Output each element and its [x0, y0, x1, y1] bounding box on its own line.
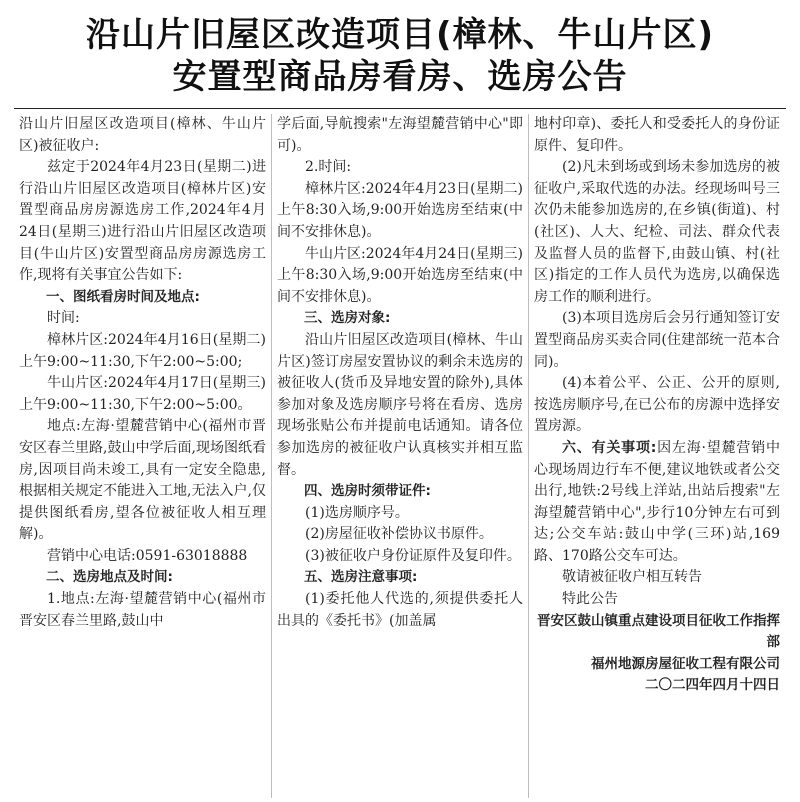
notice-closing: 特此公告: [562, 591, 618, 608]
section-6-paragraph: [534, 438, 780, 568]
note-1: (1)委托他人代选的,须提供委托人出具的《委托书》(加盖属: [277, 591, 523, 629]
section-4-heading: 四、选房时须带证件:: [304, 483, 431, 500]
column-1: [14, 114, 271, 798]
headline-line-1: 沿山片旧屋区改造项目(樟林、牛山片区): [85, 15, 715, 55]
issuer-org-1: 晋安区鼓山镇重点建设项目征收工作指挥部: [537, 612, 780, 651]
section-5-heading: 五、选房注意事项:: [304, 569, 418, 586]
selection-place-continued: 学后面,导航搜索"左海望麓营销中心"即可)。: [277, 116, 523, 154]
required-doc-3: (3)被征收户身份证原件及复印件。: [305, 547, 521, 564]
intro-paragraph: 兹定于2024年4月23日(星期二)进行沿山片旧屋区改造项目(樟林片区)安置型商品房房源选房工作,2024年4月24日(星期三)进行沿山片旧屋区改造项目(牛山片区)安置型商品房房源选房工作,现将有关事宜公告如下:: [19, 159, 266, 284]
selection-time-niushan: 牛山片区:2024年4月24日(星期三)上午8:30入场,9:00开始选房至结束(中间不安排休息)。: [277, 245, 523, 305]
sales-center-phone: 营销中心电话:0591-63018888: [47, 547, 248, 564]
column-2: [271, 114, 528, 798]
required-doc-2: (2)房屋征收补偿协议书原件。: [305, 526, 493, 543]
note-1-continued: 地村印章)、委托人和受委托人的身份证原件、复印件。: [534, 116, 780, 154]
issuer-org-2: 福州地源房屋征收工程有限公司: [591, 655, 780, 672]
forward-request: 敬请被征收户相互转告: [562, 569, 702, 586]
viewing-time-niushan: 牛山片区:2024年4月17日(星期三)上午9:00~11:30,下午2:00~5:00。: [19, 375, 266, 413]
viewing-time-label: 时间:: [47, 310, 80, 327]
section-6-heading: 六、有关事项:: [562, 439, 657, 456]
note-3: (3)本项目选房后会另行通知签订安置型商品房买卖合同(住建部统一范本合同)。: [534, 310, 780, 370]
note-2: (2)凡未到场或到场未参加选房的被征收户,采取代选的办法。经现场叫号三次仍未能参加选房的,在乡镇(街道)、村(社区)、人大、纪检、司法、群众代表及监督人员的监督下,由鼓山镇、村(社区)指定的工作人员代为选房,以确保选房工作的顺利进行。: [534, 159, 780, 305]
section-3-heading: 三、选房对象:: [304, 310, 391, 327]
column-3: [528, 114, 785, 798]
issue-date: 二〇二四年四月十四日: [645, 677, 780, 694]
body-columns: [14, 114, 786, 798]
section-1-heading: 一、图纸看房时间及地点:: [46, 288, 200, 305]
headline: [0, 14, 800, 98]
selection-time-label: 2.时间:: [305, 159, 352, 176]
viewing-time-zhanglin: 樟林片区:2024年4月16日(星期二)上午9:00~11:30,下午2:00~5:00;: [19, 331, 266, 370]
headline-rule: [14, 108, 786, 109]
selection-target: 沿山片旧屋区改造项目(樟林、牛山片区)签订房屋安置协议的剩余未选房的被征收人(货币及异地安置的除外),具体参加对象及选房顺序号将在看房、选房现场张贴公布并提前电话通知。请各位参加选房的被征收户认真核实并相互监督。: [277, 331, 523, 478]
salutation: 沿山片旧屋区改造项目(樟林、牛山片区)被征收户:: [19, 116, 266, 154]
required-doc-1: (1)选房顺序号。: [305, 504, 409, 521]
headline-line-2: 安置型商品房看房、选房公告: [172, 57, 628, 97]
selection-time-zhanglin: 樟林片区:2024年4月23日(星期二)上午8:30入场,9:00开始选房至结束(中间不安排休息)。: [277, 180, 523, 240]
viewing-place: 地点:左海·望麓营销中心(福州市晋安区春兰里路,鼓山中学后面,现场图纸看房,因项目尚未竣工,具有一定安全隐患,根据相关规定不能进入工地,无法入户,仅提供图纸看房,望各位被征收人相互理解)。: [19, 418, 266, 543]
note-4: (4)本着公平、公正、公开的原则,按选房顺序号,在已公布的房源中选择安置房源。: [534, 375, 780, 435]
selection-place: 1.地点:左海·望麓营销中心(福州市晋安区春兰里路,鼓山中: [19, 591, 266, 629]
section-2-heading: 二、选房地点及时间:: [46, 569, 173, 586]
section-6-text: 因左海·望麓营销中心现场周边行车不便,建议地铁或者公交出行,地铁:2号线上洋站,出站后搜索"左海望麓营销中心",步行10分钟左右可到达;公交车站:鼓山中学(三环)站,169路、170路公交车可达。: [534, 439, 780, 564]
